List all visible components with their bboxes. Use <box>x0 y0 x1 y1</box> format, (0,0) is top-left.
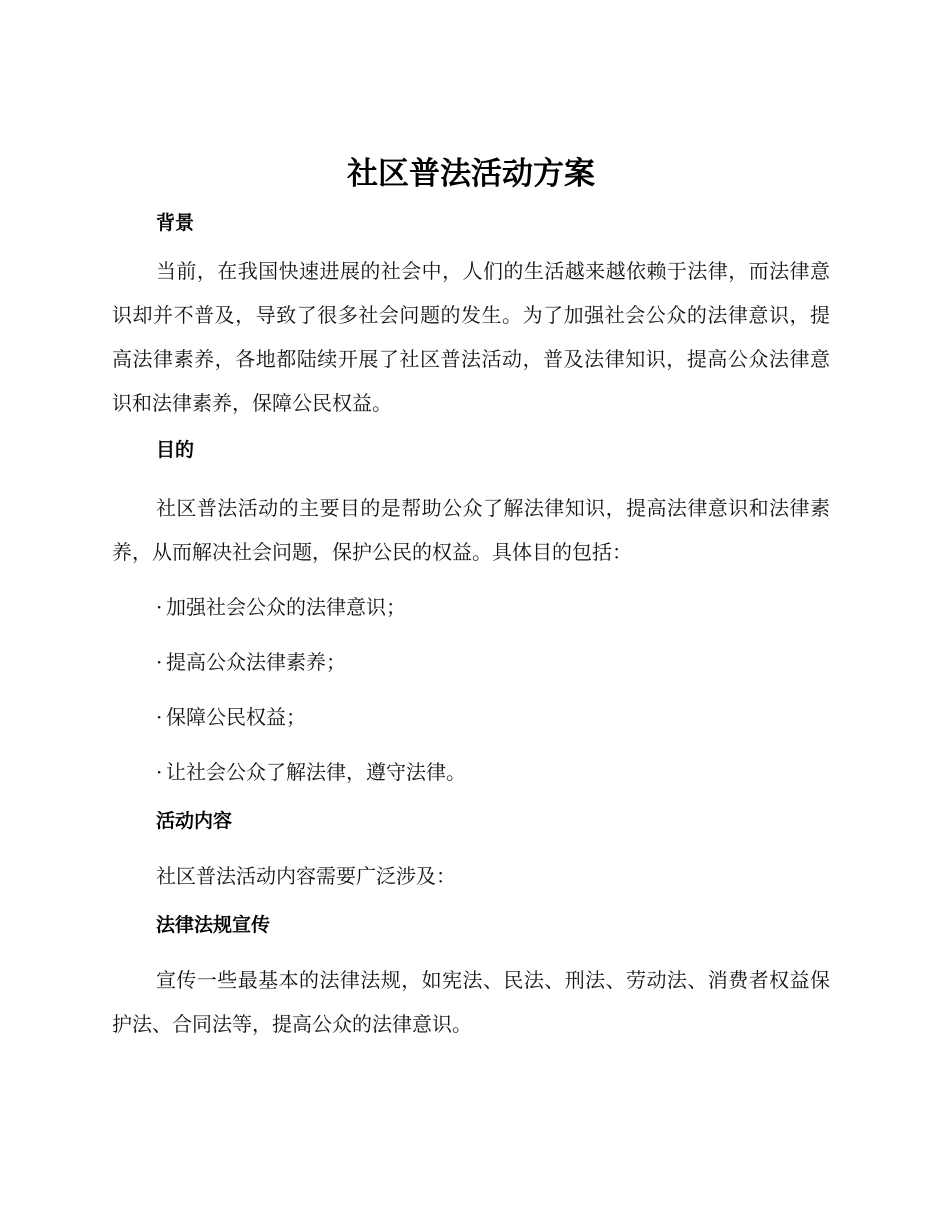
bullet-marker: · <box>156 705 163 729</box>
list-item-text: 提高公众法律素养； <box>166 650 346 674</box>
bullet-marker: · <box>156 595 163 619</box>
list-item <box>112 585 830 629</box>
publicity-paragraph: 宣传一些最基本的法律法规，如宪法、民法、刑法、劳动法、消费者权益保护法、合同法等，提高公众的法律意识。 <box>112 968 830 1036</box>
bullet-marker: · <box>156 760 163 784</box>
section-heading-background: 背景 <box>156 212 195 234</box>
document-body <box>112 148 830 1046</box>
list-item-text: 保障公民权益； <box>166 705 306 729</box>
list-item-text: 让社会公众了解法律，遵守法律。 <box>166 760 466 784</box>
list-item <box>112 695 830 739</box>
bullet-marker: · <box>156 650 163 674</box>
page-title: 社区普法活动方案 <box>347 156 595 192</box>
section-heading-purpose: 目的 <box>156 439 195 461</box>
section-heading-content: 活动内容 <box>156 810 233 832</box>
content-paragraph: 社区普法活动内容需要广泛涉及： <box>156 864 456 888</box>
section-heading-publicity: 法律法规宣传 <box>156 914 271 936</box>
background-paragraph: 当前，在我国快速进展的社会中，人们的生活越来越依赖于法律，而法律意识却并不普及，导致了很多社会问题的发生。为了加强社会公众的法律意识，提高法律素养，各地都陆续开展了社区普法活动，普及法律知识，提高公众法律意识和法律素养，保障公民权益。 <box>112 259 830 415</box>
purpose-list <box>112 585 830 794</box>
list-item <box>112 750 830 794</box>
list-item-text: 加强社会公众的法律意识； <box>166 595 406 619</box>
list-item <box>112 640 830 684</box>
purpose-paragraph: 社区普法活动的主要目的是帮助公众了解法律知识，提高法律意识和法律素养，从而解决社会问题，保护公民的权益。具体目的包括： <box>112 496 830 564</box>
